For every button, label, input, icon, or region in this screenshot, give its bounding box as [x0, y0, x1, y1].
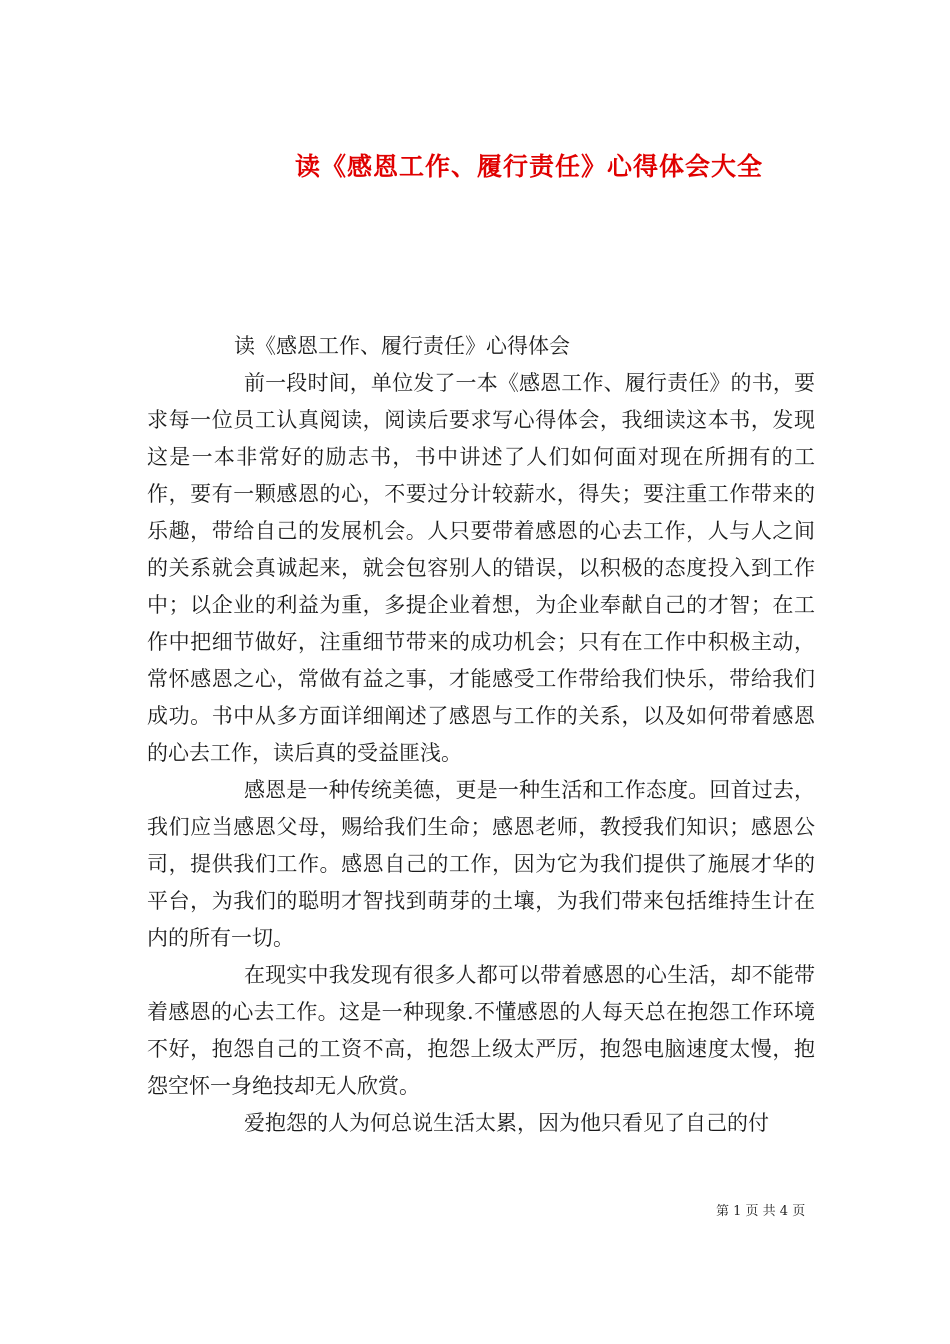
document-body: [147, 328, 815, 1142]
document-subtitle: 读《感恩工作、履行责任》心得体会: [234, 334, 570, 358]
document-title: 读《感恩工作、履行责任》心得体会大全: [294, 151, 763, 181]
paragraph-2: 感恩是一种传统美德，更是一种生活和工作态度。回首过去，我们应当感恩父母，赐给我们生命；感恩老师，教授我们知识；感恩公司，提供我们工作。感恩自己的工作，因为它为我们提供了施展才华的平台，为我们的聪明才智找到萌芽的土壤，为我们带来包括维持生计在内的所有一切。: [147, 778, 815, 950]
page-number-footer: 第 1 页 共 4 页: [716, 1204, 806, 1219]
paragraph-1: 前一段时间，单位发了一本《感恩工作、履行责任》的书，要求每一位员工认真阅读，阅读后要求写心得体会，我细读这本书，发现这是一本非常好的励志书，书中讲述了人们如何面对现在所拥有的工作，要有一颗感恩的心，不要过分计较薪水，得失；要注重工作带来的乐趣，带给自己的发展机会。人只要带着感恩的心去工作，人与人之间的关系就会真诚起来，就会包容别人的错误，以积极的态度投入到工作中；以企业的利益为重，多提企业着想，为企业奉献自己的才智；在工作中把细节做好，注重细节带来的成功机会；只有在工作中积极主动，常怀感恩之心，常做有益之事，才能感受工作带给我们快乐，带给我们成功。书中从多方面详细阐述了感恩与工作的关系，以及如何带着感恩的心去工作，读后真的受益匪浅。: [147, 371, 815, 765]
paragraph-4: 爱抱怨的人为何总说生活太累，因为他只看见了自己的付: [244, 1111, 769, 1135]
paragraph-3: 在现实中我发现有很多人都可以带着感恩的心生活，却不能带着感恩的心去工作。这是一种现象.不懂感恩的人每天总在抱怨工作环境不好，抱怨自己的工资不高，抱怨上级太严厉，抱怨电脑速度太慢，抱怨空怀一身绝技却无人欣赏。: [147, 963, 815, 1098]
